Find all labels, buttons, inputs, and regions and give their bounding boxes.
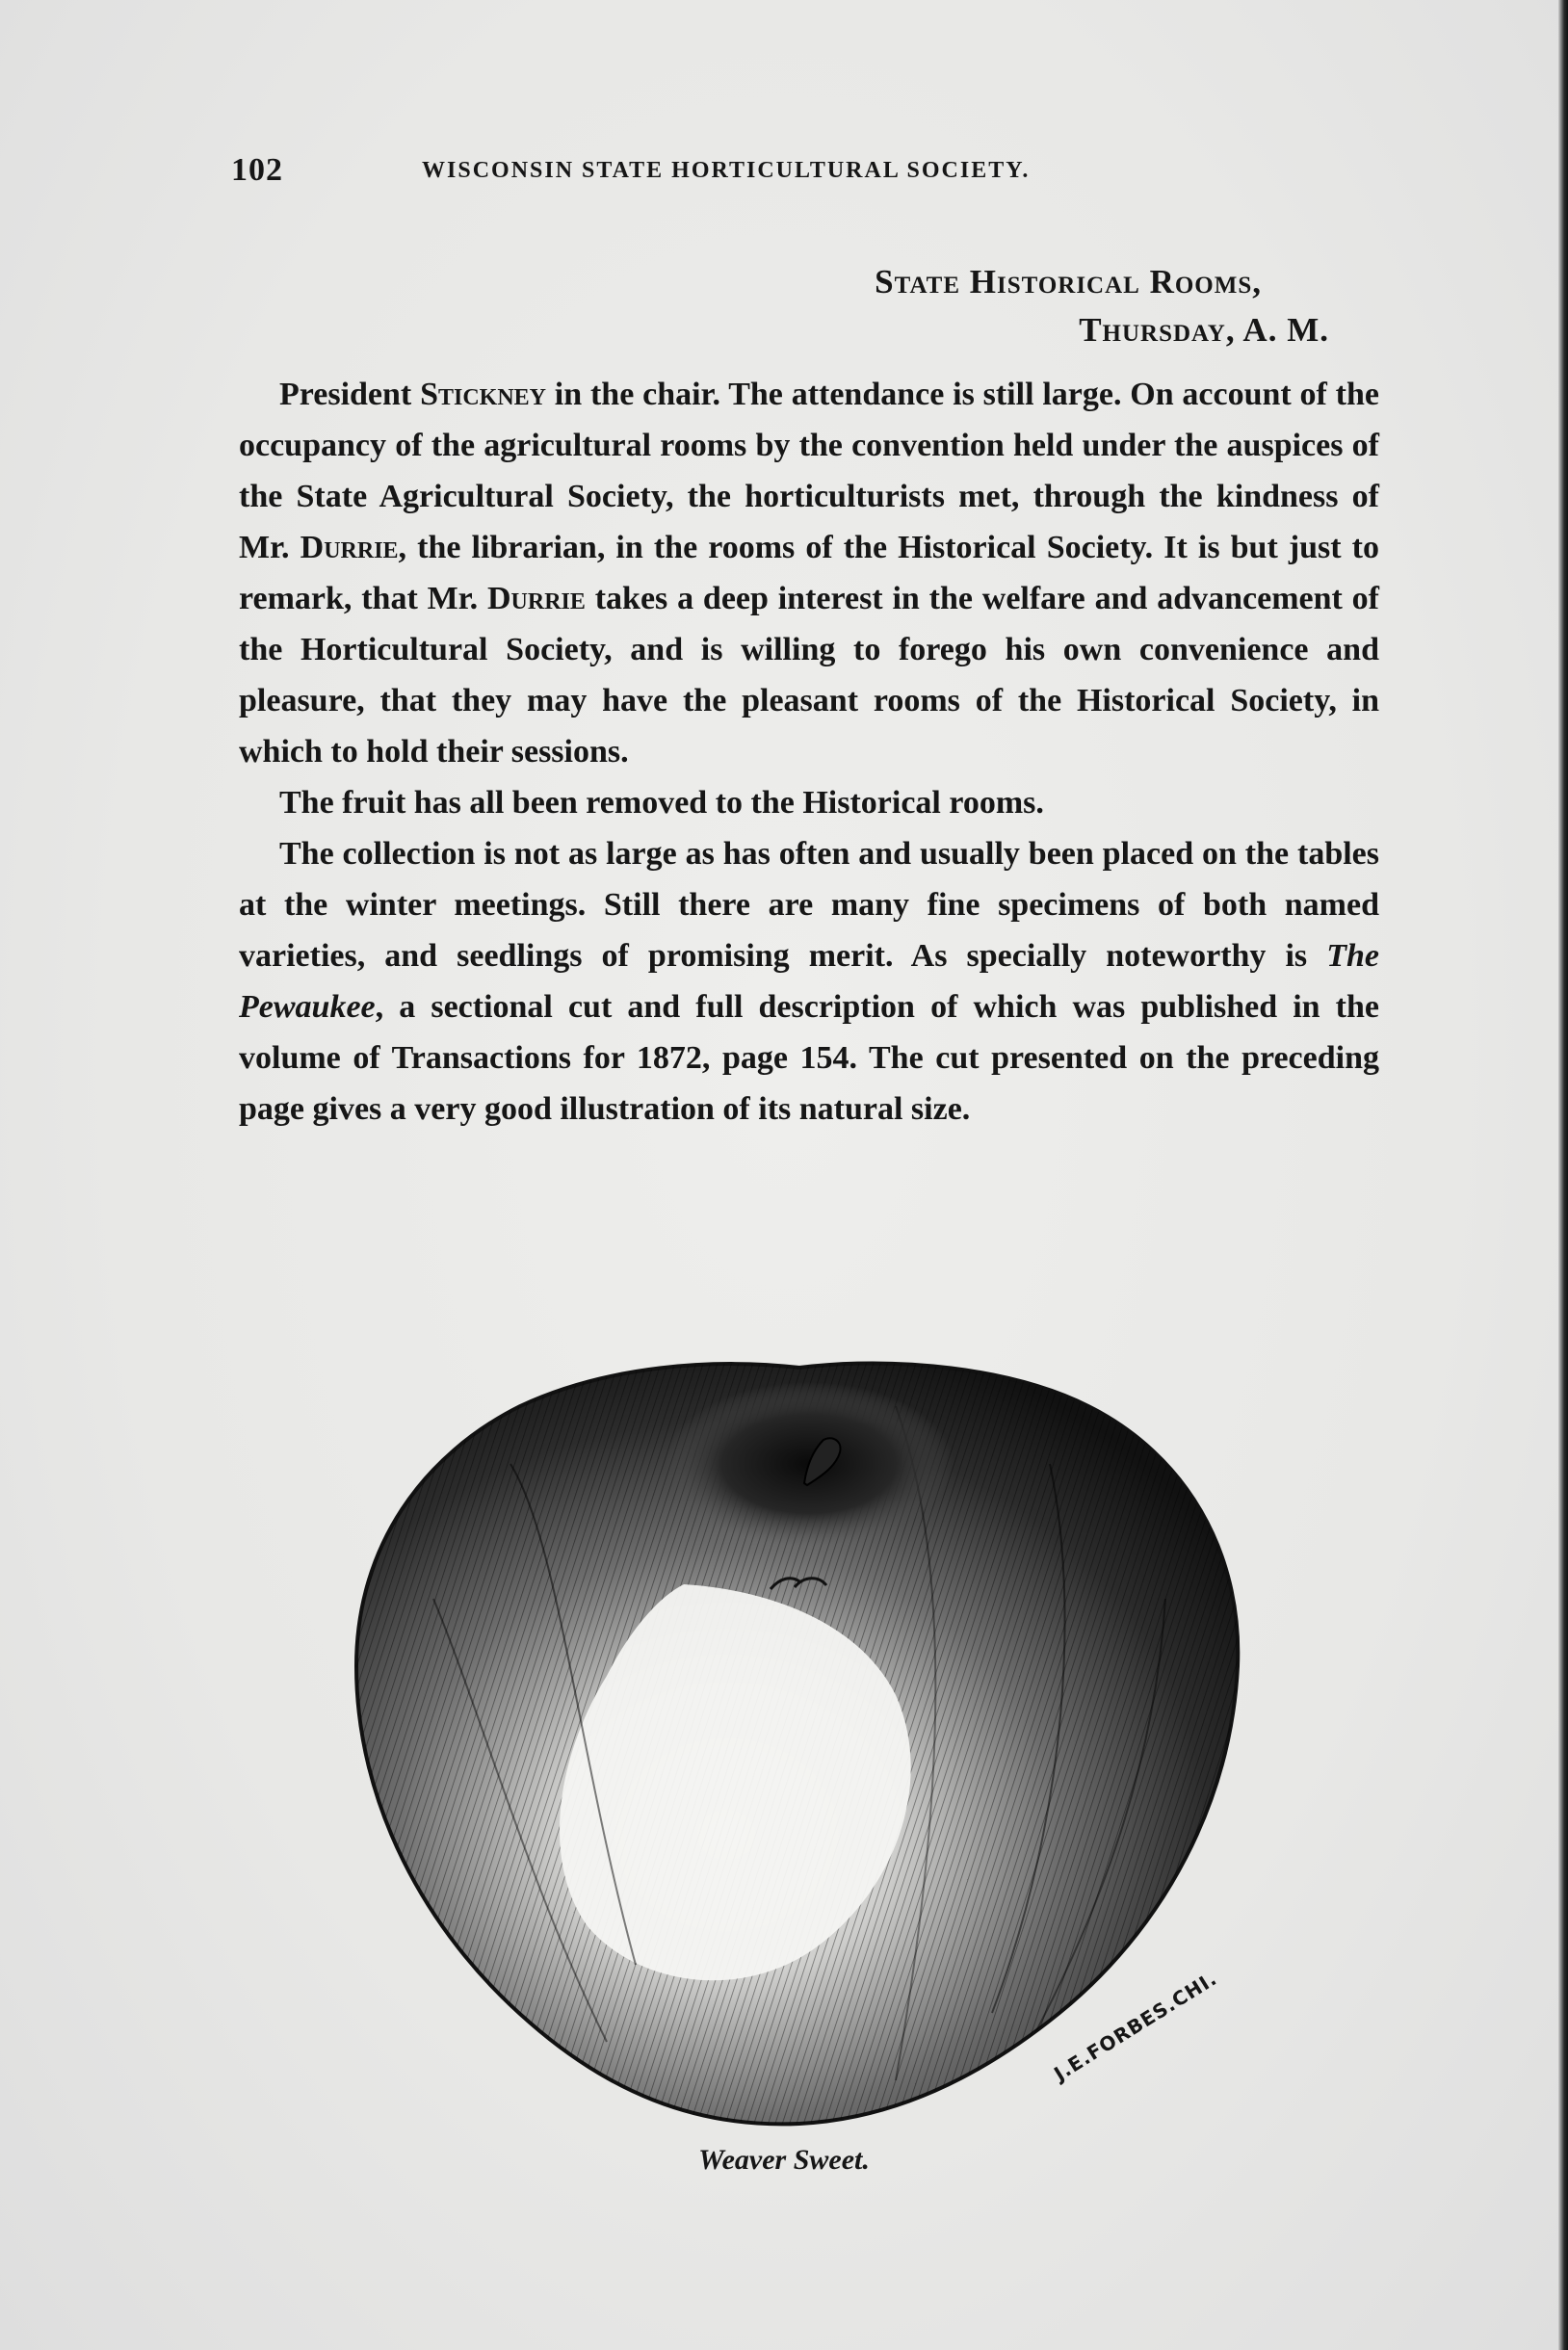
apple-engraving-figure bbox=[318, 1348, 1281, 2138]
paragraph-2: The fruit has all been removed to the Historical rooms. bbox=[279, 785, 1044, 821]
paragraph-1-text-a: President bbox=[279, 377, 421, 412]
paragraph-1-text-b: in the chair. The attendance is still large. On account of the occupancy of the agricultural rooms by the convention held under the auspices of the State Agricultural Society, the horticulturists met, through the kindness of Mr. bbox=[239, 377, 1380, 565]
meeting-location: State Historical Rooms, bbox=[875, 263, 1262, 300]
paragraph-1 bbox=[239, 369, 1379, 777]
variety-name-pewaukee: The Pewaukee bbox=[239, 938, 1379, 1025]
figure-caption: Weaver Sweet. bbox=[698, 2144, 870, 2176]
running-head bbox=[231, 152, 1194, 195]
paragraph-3-text-a: The collection is not as large as has often and usually been placed on the tables at the winter meetings. Still there are many fine specimens of both named varieties, and seedlings of promising merit. As specially noteworthy is bbox=[239, 836, 1379, 974]
paragraph-1-text-c: , the librarian, in the rooms of the Historical Society. It is but just to remark, that Mr. bbox=[239, 530, 1380, 616]
page-number: 102 bbox=[231, 152, 283, 188]
page-edge-shadow bbox=[1558, 0, 1568, 2350]
person-name-durrie-2: Durrie bbox=[486, 581, 586, 616]
meeting-time: Thursday, A. M. bbox=[1079, 311, 1329, 349]
paragraph-3 bbox=[239, 828, 1379, 1135]
running-title: WISCONSIN STATE HORTICULTURAL SOCIETY. bbox=[422, 158, 1031, 183]
paragraph-3-text-b: , a sectional cut and full description of which was published in the volume of Transactions for 1872, page 154. The cut presented on the preceding page gives a very good illustration of its natural size. bbox=[239, 989, 1379, 1127]
body-text bbox=[239, 369, 1379, 1135]
person-name-stickney: Stickney bbox=[420, 377, 546, 412]
person-name-durrie: Durrie bbox=[300, 530, 399, 565]
engraver-mark: J.E.FORBES.CHI. bbox=[1050, 1966, 1221, 2086]
meeting-header bbox=[875, 258, 1329, 354]
paragraph-1-text-d: takes a deep interest in the welfare and advancement of the Horticultural Society, and is willing to forego his own convenience and pleasure, that they may have the pleasant rooms of the Historical Society, in which to hold their sessions. bbox=[239, 581, 1379, 770]
